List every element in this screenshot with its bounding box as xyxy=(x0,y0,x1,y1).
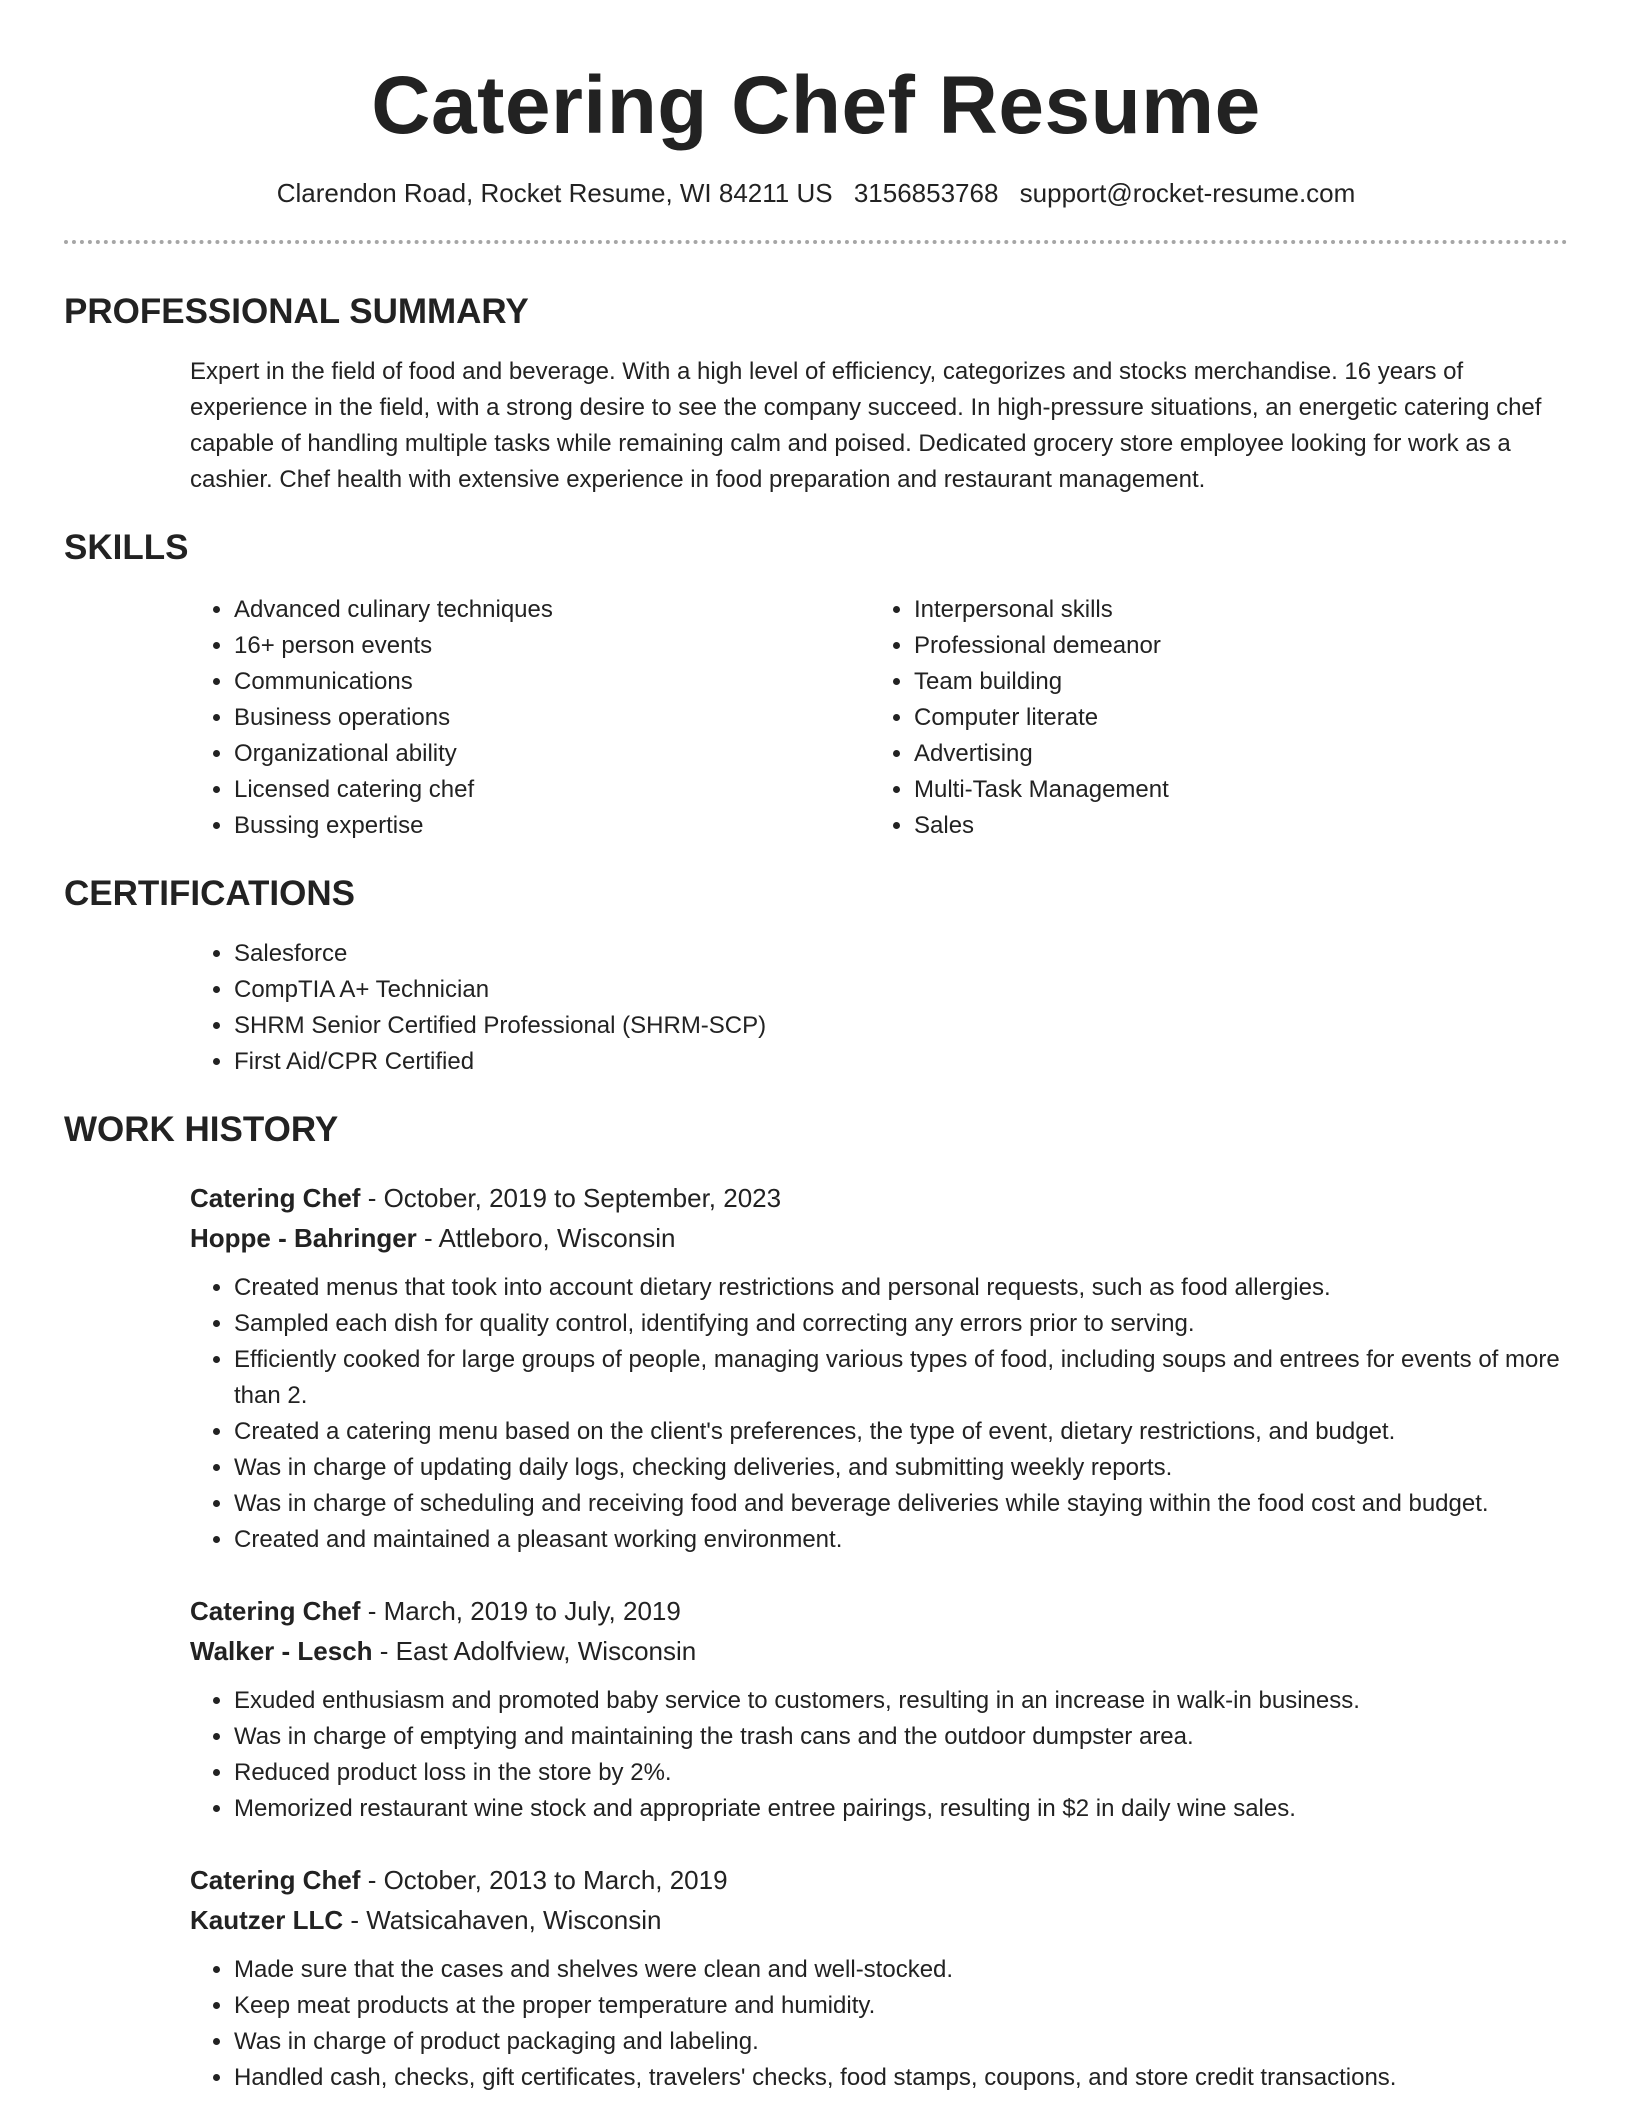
skill-item: • 16+ person events xyxy=(234,628,870,664)
job-company-line xyxy=(190,1631,1568,1671)
job-bullet: • Created and maintained a pleasant working environment. xyxy=(234,1522,1568,1558)
certification-item: • SHRM Senior Certified Professional (SHRM-SCP) xyxy=(234,1008,1568,1044)
job-bullet: • Sampled each dish for quality control, identifying and correcting any errors prior to serving. xyxy=(234,1306,1568,1342)
skills-heading: SKILLS xyxy=(64,528,189,567)
skill-item: • Advanced culinary techniques xyxy=(234,592,870,628)
job-bullet: • Created a catering menu based on the client's preferences, the type of event, dietary restrictions, and budget. xyxy=(234,1414,1568,1450)
job-bullets xyxy=(190,1952,1568,2096)
job-title-line xyxy=(190,1591,1568,1631)
skill-item: • Team building xyxy=(914,664,1550,700)
skill-item: • Business operations xyxy=(234,700,870,736)
skill-item: • Interpersonal skills xyxy=(914,592,1550,628)
summary-text: Expert in the field of food and beverage. With a high level of efficiency, categorizes and stocks merchandise. 16 years of experience in the field, with a strong desire to see the company succeed. In high-pressure situations, an energetic catering chef capable of handling multiple tasks while remaining calm and poised. Dedicated grocery store employee looking for work as a cashier. Chef health with extensive experience in food preparation and restaurant management. xyxy=(190,358,1542,493)
skill-item: • Licensed catering chef xyxy=(234,772,870,808)
job-bullet: • Was in charge of updating daily logs, checking deliveries, and submitting weekly reports. xyxy=(234,1450,1568,1486)
job-bullet: • Made sure that the cases and shelves were clean and well-stocked. xyxy=(234,1952,1568,1988)
contact-email: support@rocket-resume.com xyxy=(1019,178,1356,208)
job-bullet: • Was in charge of emptying and maintaining the trash cans and the outdoor dumpster area. xyxy=(234,1719,1568,1755)
job-bullet: • Exuded enthusiasm and promoted baby service to customers, resulting in an increase in walk-in business. xyxy=(234,1683,1568,1719)
job-title-line xyxy=(190,1178,1568,1218)
skills-column-left xyxy=(190,592,870,844)
job-bullet: • Was in charge of scheduling and receiving food and beverage deliveries while staying within the food cost and budget. xyxy=(234,1486,1568,1522)
job-title: Catering Chef xyxy=(190,1596,361,1626)
job-dates: - October, 2013 to March, 2019 xyxy=(360,1865,728,1895)
skill-item: • Bussing expertise xyxy=(234,808,870,844)
certification-item: • Salesforce xyxy=(234,936,1568,972)
job-location: - East Adolfview, Wisconsin xyxy=(372,1636,697,1666)
job-bullet: • Was in charge of product packaging and labeling. xyxy=(234,2024,1568,2060)
job-company-line xyxy=(190,1900,1568,1940)
job-entry xyxy=(190,1591,1568,1827)
job-dates: - March, 2019 to July, 2019 xyxy=(360,1596,681,1626)
skill-item: • Multi-Task Management xyxy=(914,772,1550,808)
certification-item: • CompTIA A+ Technician xyxy=(234,972,1568,1008)
skill-item: • Organizational ability xyxy=(234,736,870,772)
job-title: Catering Chef xyxy=(190,1865,361,1895)
job-dates: - October, 2019 to September, 2023 xyxy=(360,1183,782,1213)
skill-item: • Sales xyxy=(914,808,1550,844)
summary-heading: PROFESSIONAL SUMMARY xyxy=(64,292,529,331)
job-bullets xyxy=(190,1270,1568,1558)
resume-title: Catering Chef Resume xyxy=(371,60,1261,151)
work-history-heading: WORK HISTORY xyxy=(64,1110,339,1149)
skill-item: • Communications xyxy=(234,664,870,700)
job-bullet: • Keep meat products at the proper temperature and humidity. xyxy=(234,1988,1568,2024)
job-company: Walker - Lesch xyxy=(190,1636,373,1666)
job-entry xyxy=(190,1860,1568,2096)
skill-item: • Advertising xyxy=(914,736,1550,772)
contact-address: Clarendon Road, Rocket Resume, WI 84211 US xyxy=(276,178,833,208)
job-title: Catering Chef xyxy=(190,1183,361,1213)
job-bullets xyxy=(190,1683,1568,1827)
certifications-heading: CERTIFICATIONS xyxy=(64,874,356,913)
job-company: Hoppe - Bahringer xyxy=(190,1223,417,1253)
job-company-line xyxy=(190,1218,1568,1258)
contact-line xyxy=(64,176,1568,210)
certifications-bullets xyxy=(190,936,1568,1080)
job-bullet: • Efficiently cooked for large groups of people, managing various types of food, including soups and entrees for events of more than 2. xyxy=(234,1342,1568,1414)
skills-column-right xyxy=(870,592,1550,844)
job-bullet: • Created menus that took into account dietary restrictions and personal requests, such as food allergies. xyxy=(234,1270,1568,1306)
header-divider xyxy=(64,240,1568,244)
contact-phone: 3156853768 xyxy=(853,178,999,208)
job-company: Kautzer LLC xyxy=(190,1905,344,1935)
job-bullet: • Handled cash, checks, gift certificates, travelers' checks, food stamps, coupons, and store credit transactions. xyxy=(234,2060,1568,2096)
skill-item: • Professional demeanor xyxy=(914,628,1550,664)
skill-item: • Computer literate xyxy=(914,700,1550,736)
job-location: - Attleboro, Wisconsin xyxy=(416,1223,676,1253)
skills-list xyxy=(64,592,1568,844)
job-title-line xyxy=(190,1860,1568,1900)
job-bullet: • Reduced product loss in the store by 2%. xyxy=(234,1755,1568,1791)
job-location: - Watsicahaven, Wisconsin xyxy=(343,1905,662,1935)
job-bullet: • Memorized restaurant wine stock and appropriate entree pairings, resulting in $2 in daily wine sales. xyxy=(234,1791,1568,1827)
job-entry xyxy=(190,1178,1568,1558)
certifications-list xyxy=(64,936,1568,1080)
certification-item: • First Aid/CPR Certified xyxy=(234,1044,1568,1080)
